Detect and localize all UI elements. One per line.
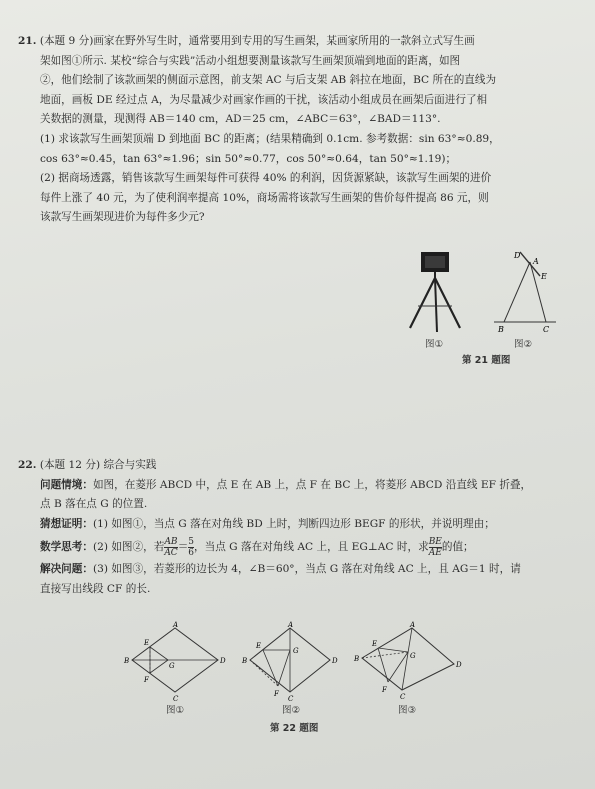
q21-figure-title: 第 21 题图 <box>462 355 511 366</box>
q22-number: 22. <box>18 459 37 471</box>
q22-thinking-label: 数学思考： <box>40 541 93 554</box>
fig1-label-a: A <box>173 621 179 629</box>
q22-conjecture <box>18 515 578 535</box>
easel-leg-left <box>410 278 435 328</box>
q22-solve-line-2: 直接写出线段 CF 的长. <box>40 582 151 595</box>
q21-points: (本题 9 分) <box>39 35 94 47</box>
q21-stem-line-2: 架如图①所示. 某校“综合与实践”活动小组想要测量该款写生画架顶端到地面的距离，如图 <box>40 54 461 67</box>
question-21 <box>18 32 578 228</box>
fig1-label-c: C <box>173 695 179 702</box>
fig1-label-g: G <box>169 662 175 670</box>
q21-stem <box>18 32 578 52</box>
q22-situation-line-1 <box>18 476 578 496</box>
fig1-label-b: B <box>124 657 130 665</box>
fig2-label-b: B <box>242 657 248 665</box>
q22-figure-1 <box>120 620 230 702</box>
fig3-label-g: G <box>410 652 416 660</box>
fig2-label-f: F <box>274 690 279 698</box>
frac-ac: AC <box>164 547 178 558</box>
q22-solve-line-1 <box>18 560 578 580</box>
q22-solve-text-1: (3) 如图③，若菱形的边长为 4，∠B＝60°，当点 G 落在对角线 AC 上，且 AG＝1 时，请 <box>92 563 521 576</box>
q21-part2-line-1: (2) 据商场透露，销售该款写生画架每件可获得 40% 的利润，因货源紧缺，该款写生画架的进价 <box>40 172 492 185</box>
q21-fig2-caption: 图② <box>514 339 533 350</box>
fig3-label-f: F <box>382 686 387 694</box>
fig1-label-e: E <box>144 639 150 647</box>
q21-part1-line-2: cos 63°≈0.45，tan 63°≈1.96；sin 50°≈0.77，cos 50°≈0.64，tan 50°≈1.19)； <box>40 152 457 165</box>
q22-thinking-mid: ，当点 G 落在对角线 AC 上，且 EG⊥AC 时，求 <box>194 541 429 554</box>
frac-ab: AB <box>164 536 178 547</box>
segment-ab <box>504 262 530 322</box>
frac-5: 5 <box>188 536 195 547</box>
q21-part1-line-1: (1) 求该款写生画架顶端 D 到地面 BC 的距离；(结果精确到 0.1cm. 参考数据：sin 63°≈0.89， <box>40 132 500 145</box>
label-b: B <box>498 325 504 334</box>
fig3-label-c: C <box>400 693 406 701</box>
q22-situation-label: 问题情境： <box>40 478 93 491</box>
frac-be: BE <box>428 536 442 547</box>
fig2-label-a: A <box>288 621 294 629</box>
q22-thinking-post: 的值； <box>441 541 474 554</box>
q21-stem-line-3: ②，他们绘制了该款画架的侧面示意图，前支架 AC 与后支架 AB 斜拉在地面，BC 所在的直线为 <box>40 74 497 87</box>
q22-thinking <box>18 534 578 560</box>
q22-fig3-caption: 图③ <box>398 705 417 716</box>
q21-fig1-caption: 图① <box>425 339 444 350</box>
fig2-label-e: E <box>256 642 262 650</box>
q21-part2-line-3: 该款写生画架现进价为每件多少元? <box>40 211 205 224</box>
fig2-label-d: D <box>332 657 338 665</box>
label-c: C <box>543 325 550 334</box>
q21-figure-2-diagram <box>490 248 560 334</box>
fig2-label-g: G <box>293 647 299 655</box>
rhombus-abcd-3 <box>362 628 454 690</box>
q21-number: 21. <box>18 35 37 47</box>
easel-leg-back <box>435 278 437 332</box>
label-e: E <box>541 272 547 281</box>
q22-fraction-be-ae <box>429 537 442 558</box>
label-d: D <box>514 251 521 260</box>
q22-fraction-ab-ac <box>164 537 177 558</box>
q22-figure-title: 第 22 题图 <box>270 723 319 734</box>
q21-part2-line-2: 每件上涨了 40 元，为了使利润率提高 10%，商场需将该款写生画架的售价每件提高 86 元，则 <box>40 191 489 204</box>
q22-conjecture-label: 猜想证明： <box>40 517 93 530</box>
label-a: A <box>533 257 539 266</box>
frac-ae: AE <box>428 547 442 558</box>
q22-fig2-caption: 图② <box>282 705 301 716</box>
fig2-label-c: C <box>288 695 294 702</box>
fig3-label-b: B <box>354 655 360 663</box>
q22-solve-label: 解决问题： <box>40 563 93 576</box>
q22-situation-text-1: 如图，在菱形 ABCD 中，点 E 在 AB 上，点 F 在 BC 上，将菱形 ABCD 沿直线 EF 折叠， <box>92 478 532 491</box>
fig3-label-e: E <box>372 640 378 648</box>
segment-ac <box>530 262 546 322</box>
q21-figure-1-easel <box>400 250 470 336</box>
q22-figure-2 <box>238 620 348 702</box>
q21-stem-line-1: 画家在野外写生时，通常要用到专用的写生画架，某画家所用的一款斜立式写生画 <box>93 35 475 47</box>
q22-figure-3 <box>350 620 468 702</box>
fig1-label-f: F <box>144 676 149 684</box>
frac-6: 6 <box>188 547 195 558</box>
q21-stem-line-4: 地面，画板 DE 经过点 A，为尽量减少对画家作画的干扰，该活动小组成员在画架后面进行了相 <box>40 93 488 106</box>
fig3-label-d: D <box>456 661 462 669</box>
q22-fig1-caption: 图① <box>166 705 185 716</box>
easel-leg-right <box>435 278 460 328</box>
fig3-label-a: A <box>410 621 416 629</box>
question-22 <box>18 456 578 600</box>
q22-situation-line-2: 点 B 落在点 G 的位置. <box>40 498 148 511</box>
q22-header <box>18 456 578 476</box>
q21-stem-line-5: 关数据的测量，现测得 AB＝140 cm，AD＝25 cm，∠ABC＝63°，∠BAD＝113°. <box>40 113 441 126</box>
fig1-label-d: D <box>220 657 226 665</box>
q22-conjecture-text: (1) 如图①，当点 G 落在对角线 BD 上时，判断四边形 BEGF 的形状，并说明理由； <box>92 517 495 530</box>
q22-thinking-pre: (2) 如图②，若 <box>92 541 165 554</box>
q22-eq: ＝ <box>177 541 189 554</box>
q22-header-text: (本题 12 分) 综合与实践 <box>39 459 157 471</box>
